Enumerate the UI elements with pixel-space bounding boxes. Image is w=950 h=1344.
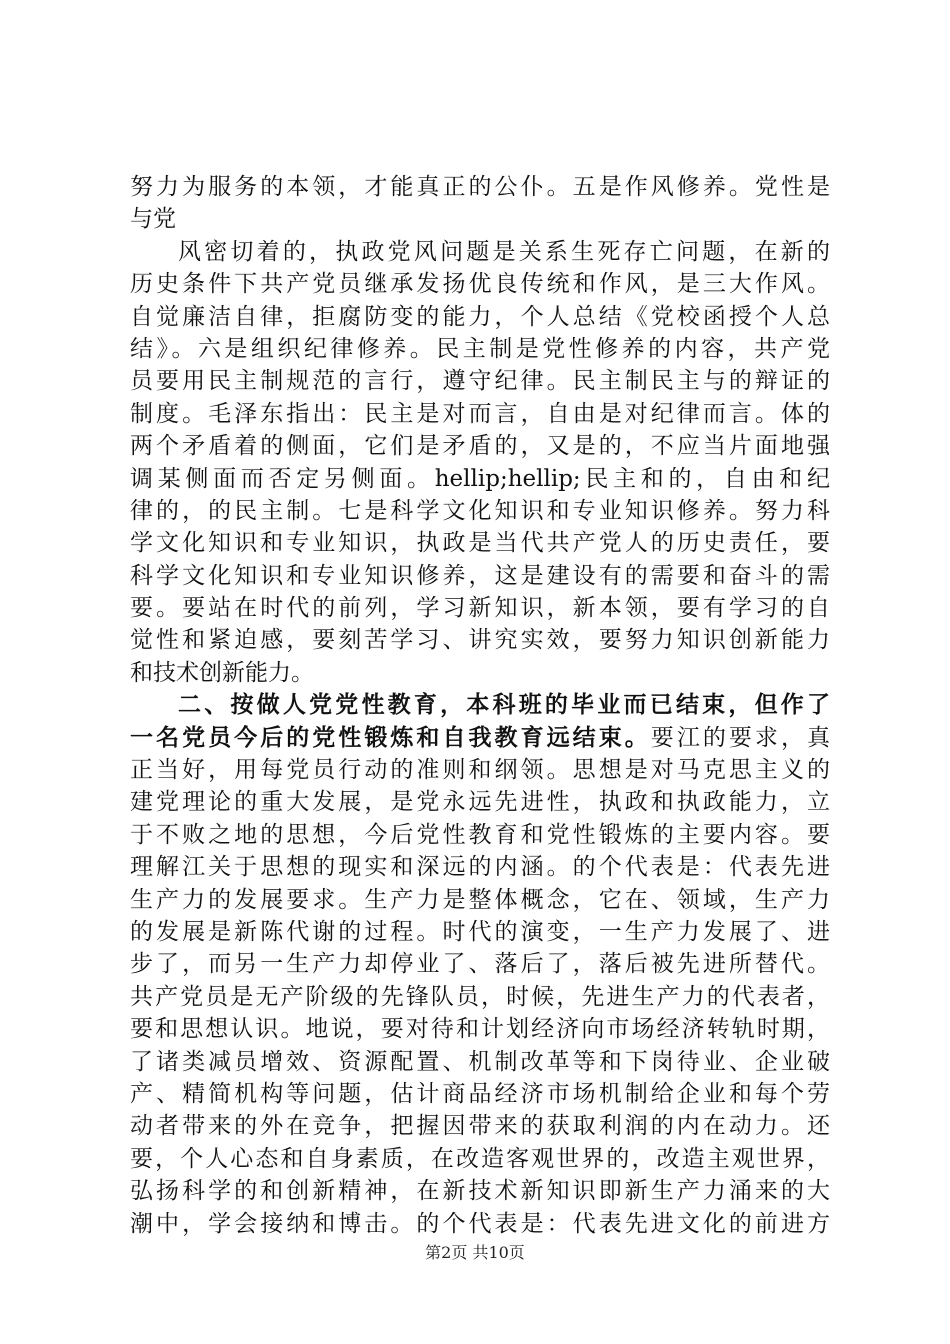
text-line: 于不败之地的思想，今后党性教育和党性锻炼的主要内容。要 (130, 821, 830, 848)
text-line: 觉性和紧迫感，要刻苦学习、讲究实效，要努力知识创新能力 (130, 627, 830, 654)
text-line: 了诸类减员增效、资源配置、机制改革等和下岗待业、企业破 (130, 1048, 830, 1075)
text-line: 步了，而另一生产力却停业了、落后了，落后被先进所替代。 (130, 951, 830, 978)
text-line: 弘扬科学的和创新精神，在新技术新知识即新生产力涌来的大 (130, 1178, 830, 1205)
page-number-footer: 第2页 共10页 (425, 1243, 525, 1262)
text-line: 风密切着的，执政党风问题是关系生死存亡问题，在新的 (178, 238, 830, 265)
text-line: 努力为服务的本领，才能真正的公仆。五是作风修养。党性是 (130, 174, 830, 200)
text-line: 结》。六是组织纪律修养。民主制是党性修养的内容，共产党 (130, 335, 830, 362)
text-line: 科学文化知识和专业知识修养，这是建设有的需要和奋斗的需 (130, 562, 830, 589)
text-line: 正当好，用每党员行动的准则和纲领。思想是对马克思主义的 (130, 757, 830, 784)
text-run: 要江的要求，真 (650, 724, 831, 751)
text-line: 要。要站在时代的前列，学习新知识，新本领，要有学习的自 (130, 595, 830, 622)
text-line: 和技术创新能力。 (130, 659, 314, 686)
mixed-line (130, 722, 830, 754)
text-line: 要和思想认识。地说，要对待和计划经济向市场经济转轨时期， (130, 1016, 830, 1043)
text-line: 产、精简机构等问题，估计商品经济市场机制给企业和每个劳 (130, 1080, 830, 1107)
text-line: 学文化知识和专业知识，执政是当代共产党人的历史责任，要 (130, 530, 830, 557)
text-line: 动者带来的外在竞争，把握因带来的获取利润的内在动力。还 (130, 1113, 830, 1140)
text-line: 两个矛盾着的侧面，它们是矛盾的，又是的，不应当片面地强 (130, 433, 830, 460)
text-line: 共产党员是无产阶级的先锋队员，时候，先进生产力的代表者， (130, 983, 830, 1010)
text-line: 的发展是新陈代谢的过程。时代的演变，一生产力发展了、进 (130, 918, 830, 945)
text-line: 制度。毛泽东指出：民主是对而言，自由是对纪律而言。体的 (130, 400, 830, 427)
text-line: 生产力的发展要求。生产力是整体概念，它在、领域，生产力 (130, 886, 830, 913)
text-line: 历史条件下共产党员继承发扬优良传统和作风，是三大作风。 (130, 271, 830, 298)
text-line: 潮中，学会接纳和博击。的个代表是：代表先进文化的前进方 (130, 1210, 830, 1237)
text-line: 员要用民主制规范的言行，遵守纪律。民主制民主与的辩证的 (130, 368, 830, 395)
document-body (130, 171, 830, 1240)
text-line: 要，个人心态和自身素质，在改造客观世界的，改造主观世界， (130, 1145, 830, 1172)
text-line: 建党理论的重大发展，是党永远先进性，执政和执政能力，立 (130, 789, 830, 816)
section-heading-tail: 一名党员今后的党性锻炼和自我教育远结束。 (130, 724, 651, 751)
text-line: 律的，的民主制。七是科学文化知识和专业知识修养。努力科 (130, 497, 830, 524)
text-line: 自觉廉洁自律，拒腐防变的能力，个人总结《党校函授个人总 (130, 303, 830, 330)
text-line: 理解江关于思想的现实和深远的内涵。的个代表是：代表先进 (130, 854, 830, 881)
section-heading-line: 二、按做人党党性教育，本科班的毕业而已结束，但作了 (178, 692, 830, 719)
text-line: 调某侧面而否定另侧面。hellip;hellip;民主和的，自由和纪 (130, 465, 830, 492)
text-line: 与党 (130, 206, 176, 233)
